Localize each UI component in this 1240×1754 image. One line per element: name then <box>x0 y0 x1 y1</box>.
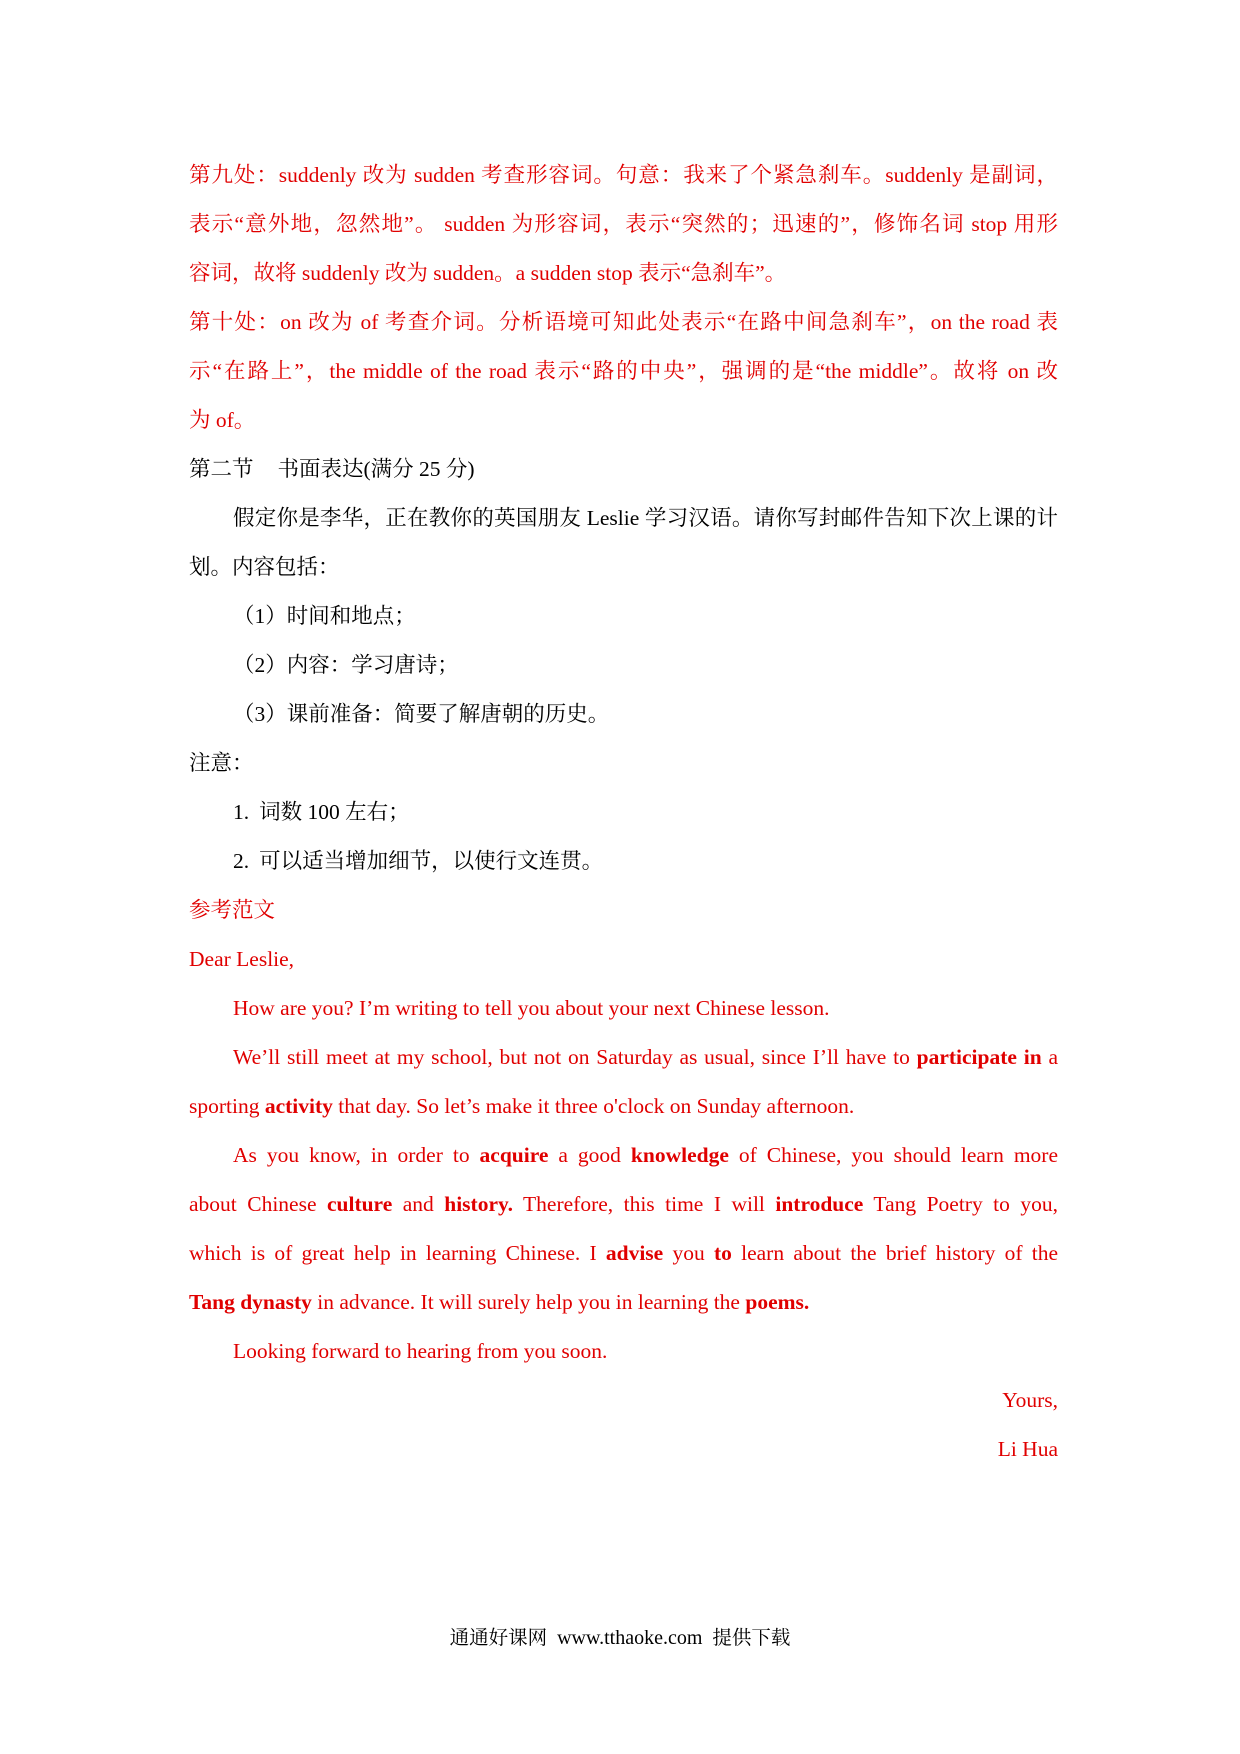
keyword-poems: poems. <box>745 1290 810 1314</box>
letter-paragraph-3-line-2 <box>189 1180 1058 1229</box>
content-point-2: （2）内容：学习唐诗； <box>233 653 459 677</box>
note-item-1 <box>189 788 1058 837</box>
notes-label: 注意： <box>189 751 254 775</box>
text-segment: in advance. It will surely help you in learning the <box>311 1290 746 1314</box>
note-text: 词数 100 左右； <box>259 800 410 824</box>
letter-paragraph-2-line-2 <box>189 1082 1058 1131</box>
text-segment: As you know, in order to <box>233 1143 480 1167</box>
footer-note: 提供下载 <box>712 1628 791 1649</box>
content-point-3: （3）课前准备：简要了解唐朝的历史。 <box>233 702 610 726</box>
sample-essay-label: 参考范文 <box>189 898 276 922</box>
keyword-participate-in: participate in <box>916 1045 1042 1069</box>
letter-paragraph-3-line-3 <box>189 1229 1058 1278</box>
text-segment: Therefore, this time I will <box>512 1192 776 1216</box>
keyword-tang-dynasty: Tang dynasty <box>189 1290 312 1314</box>
text-segment: which is of great help in learning Chinese. I <box>189 1241 606 1265</box>
prompt-line-1: 假定你是李华，正在教你的英国朋友 Leslie 学习汉语。请你写封邮件告知下次上课的计 <box>233 506 1058 530</box>
text-segment: learn about the brief history of the <box>731 1241 1059 1265</box>
correction-item-10-line-2: 示“在路上”，the middle of the road 表示“路的中央”，强调的是“the middle”。故将 on 改 <box>189 359 1058 383</box>
letter-paragraph-1: How are you? I’m writing to tell you about your next Chinese lesson. <box>233 996 830 1020</box>
correction-item-10-line-1: 第十处：on 改为 of 考查介词。分析语境可知此处表示“在路中间急刹车”，on the road 表 <box>189 310 1058 334</box>
text-segment: of Chinese, you should learn more <box>728 1143 1058 1167</box>
letter-paragraph-3-line-4 <box>189 1278 1058 1327</box>
note-item-2 <box>189 837 1058 886</box>
content-point-1: （1）时间和地点； <box>233 604 416 628</box>
note-text: 可以适当增加细节，以使行文连贯。 <box>259 849 604 873</box>
correction-item-9-line-1: 第九处：suddenly 改为 sudden 考查形容词。句意：我来了个紧急刹车。suddenly 是副词， <box>189 163 1058 187</box>
text-segment: and <box>392 1192 445 1216</box>
footer-site-name: 通通好课网 <box>449 1628 548 1649</box>
text-segment: about Chinese <box>189 1192 327 1216</box>
section-title: 书面表达(满分 25 分) <box>277 457 475 481</box>
letter-salutation: Dear Leslie, <box>189 947 295 971</box>
keyword-introduce: introduce <box>775 1192 864 1216</box>
letter-closing: Yours, <box>1002 1388 1058 1412</box>
text-segment: that day. So let’s make it three o'clock on Sunday afternoon. <box>332 1094 855 1118</box>
page-content <box>189 151 1058 1474</box>
correction-item-9 <box>189 151 1058 298</box>
sample-essay <box>189 886 1058 1474</box>
writing-task <box>189 445 1058 886</box>
text-segment: sporting <box>189 1094 265 1118</box>
keyword-culture: culture <box>326 1192 393 1216</box>
keyword-advise: advise <box>605 1241 664 1265</box>
section-number: 第二节 <box>189 457 254 481</box>
text-segment: a <box>1041 1045 1058 1069</box>
correction-item-10-line-3: 为 of。 <box>189 408 256 432</box>
letter-paragraph-4: Looking forward to hearing from you soon. <box>233 1339 608 1363</box>
text-segment: Tang Poetry to you, <box>863 1192 1058 1216</box>
page-footer <box>0 1625 1240 1651</box>
keyword-to: to <box>713 1241 732 1265</box>
keyword-knowledge: knowledge <box>630 1143 729 1167</box>
correction-item-9-line-3: 容词，故将 suddenly 改为 sudden。a sudden stop 表示“急刹车”。 <box>189 261 787 285</box>
text-segment: a good <box>548 1143 631 1167</box>
text-segment: you <box>663 1241 714 1265</box>
note-number: 2. <box>233 849 250 873</box>
letter-signature: Li Hua <box>997 1437 1058 1461</box>
correction-item-10 <box>189 298 1058 445</box>
section-heading <box>189 445 1058 494</box>
keyword-activity: activity <box>264 1094 333 1118</box>
keyword-acquire: acquire <box>479 1143 549 1167</box>
letter-paragraph-3-line-1 <box>189 1131 1058 1180</box>
text-segment: We’ll still meet at my school, but not on Saturday as usual, since I’ll have to <box>233 1045 917 1069</box>
note-number: 1. <box>233 800 250 824</box>
keyword-history: history. <box>444 1192 513 1216</box>
footer-url: www.tthaoke.com <box>557 1627 703 1649</box>
letter-paragraph-2-line-1 <box>189 1033 1058 1082</box>
prompt-line-2: 划。内容包括： <box>189 555 340 579</box>
correction-item-9-line-2: 表示“意外地，忽然地”。 sudden 为形容词，表示“突然的；迅速的”，修饰名词 stop 用形 <box>189 212 1058 236</box>
